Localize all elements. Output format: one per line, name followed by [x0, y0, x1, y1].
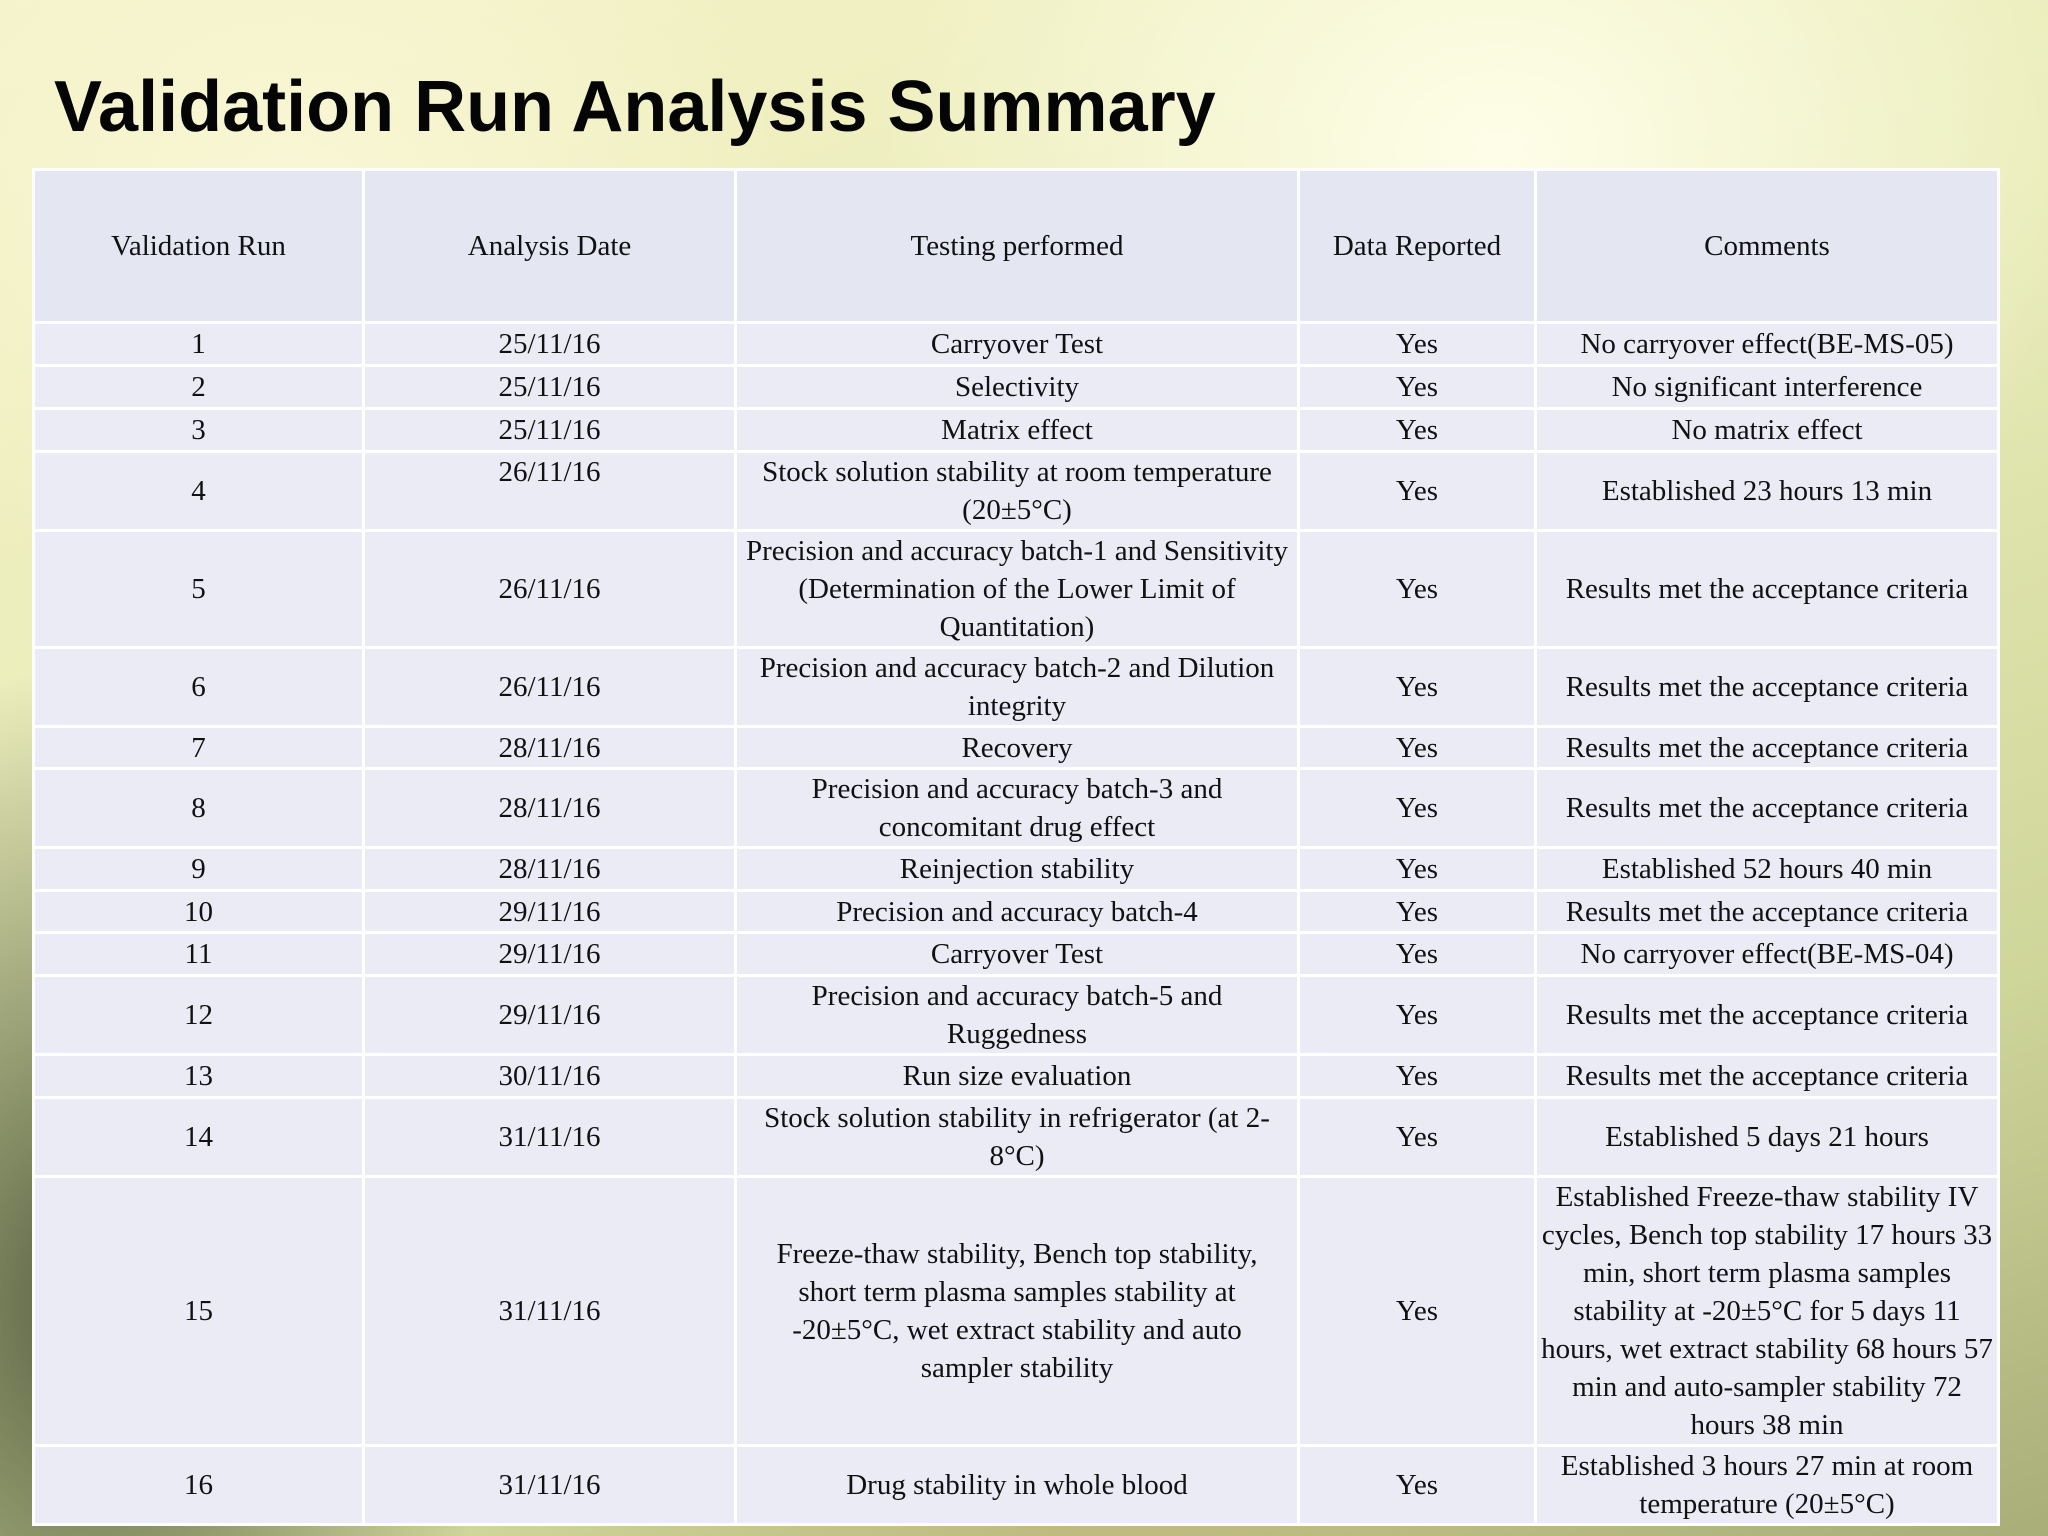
cell-comments: Results met the acceptance criteria — [1536, 891, 1999, 933]
cell-date: 31/11/16 — [364, 1177, 736, 1446]
cell-comments: Established 5 days 21 hours — [1536, 1098, 1999, 1177]
header-data-reported: Data Reported — [1299, 170, 1536, 323]
cell-run: 10 — [34, 891, 364, 933]
cell-date: 31/11/16 — [364, 1098, 736, 1177]
cell-data-reported: Yes — [1299, 531, 1536, 648]
cell-comments: Results met the acceptance criteria — [1536, 727, 1999, 769]
header-comments: Comments — [1536, 170, 1999, 323]
cell-date: 30/11/16 — [364, 1055, 736, 1098]
cell-date: 26/11/16 — [364, 648, 736, 727]
cell-testing: Stock solution stability at room temperature (20±5°C) — [736, 452, 1299, 531]
cell-comments: Results met the acceptance criteria — [1536, 531, 1999, 648]
cell-run: 16 — [34, 1446, 364, 1525]
cell-run: 3 — [34, 409, 364, 452]
cell-testing: Matrix effect — [736, 409, 1299, 452]
cell-testing: Precision and accuracy batch-5 and Ruggedness — [736, 976, 1299, 1055]
cell-comments: No carryover effect(BE-MS-05) — [1536, 323, 1999, 366]
cell-date: 26/11/16 — [364, 452, 736, 531]
cell-data-reported: Yes — [1299, 1446, 1536, 1525]
cell-comments: Established Freeze-thaw stability IV cycles, Bench top stability 17 hours 33 min, short term plasma samples stability at -20±5°C for 5 days 11 hours, wet extract stability 68 hours 57 min and auto-sampler stability 72 hours 38 min — [1536, 1177, 1999, 1446]
cell-run: 1 — [34, 323, 364, 366]
cell-comments: No carryover effect(BE-MS-04) — [1536, 933, 1999, 976]
validation-run-table — [32, 168, 2000, 1526]
cell-date: 25/11/16 — [364, 323, 736, 366]
cell-run: 5 — [34, 531, 364, 648]
table-row — [34, 1177, 1999, 1446]
cell-data-reported: Yes — [1299, 976, 1536, 1055]
table-row — [34, 976, 1999, 1055]
cell-run: 4 — [34, 452, 364, 531]
cell-date: 28/11/16 — [364, 769, 736, 848]
cell-testing: Reinjection stability — [736, 848, 1299, 891]
validation-run-table-container — [32, 168, 1997, 1520]
cell-comments: No significant interference — [1536, 366, 1999, 409]
cell-comments: Established 3 hours 27 min at room temperature (20±5°C) — [1536, 1446, 1999, 1525]
table-row — [34, 891, 1999, 933]
table-row — [34, 769, 1999, 848]
cell-testing: Precision and accuracy batch-4 — [736, 891, 1299, 933]
cell-data-reported: Yes — [1299, 1098, 1536, 1177]
table-row — [34, 1055, 1999, 1098]
cell-date: 26/11/16 — [364, 531, 736, 648]
header-validation-run: Validation Run — [34, 170, 364, 323]
table-row — [34, 848, 1999, 891]
cell-data-reported: Yes — [1299, 409, 1536, 452]
cell-data-reported: Yes — [1299, 323, 1536, 366]
table-row — [34, 409, 1999, 452]
table-row — [34, 323, 1999, 366]
cell-comments: Results met the acceptance criteria — [1536, 648, 1999, 727]
cell-run: 14 — [34, 1098, 364, 1177]
cell-date: 31/11/16 — [364, 1446, 736, 1525]
cell-comments: Results met the acceptance criteria — [1536, 976, 1999, 1055]
cell-testing: Carryover Test — [736, 323, 1299, 366]
cell-run: 15 — [34, 1177, 364, 1446]
cell-testing: Precision and accuracy batch-1 and Sensitivity (Determination of the Lower Limit of Quantitation) — [736, 531, 1299, 648]
cell-testing: Recovery — [736, 727, 1299, 769]
cell-run: 7 — [34, 727, 364, 769]
cell-run: 6 — [34, 648, 364, 727]
cell-data-reported: Yes — [1299, 891, 1536, 933]
table-row — [34, 727, 1999, 769]
header-testing-performed: Testing performed — [736, 170, 1299, 323]
cell-data-reported: Yes — [1299, 1177, 1536, 1446]
table-row — [34, 531, 1999, 648]
cell-data-reported: Yes — [1299, 648, 1536, 727]
table-header-row — [34, 170, 1999, 323]
cell-data-reported: Yes — [1299, 452, 1536, 531]
header-analysis-date: Analysis Date — [364, 170, 736, 323]
cell-run: 2 — [34, 366, 364, 409]
cell-testing: Precision and accuracy batch-3 and concomitant drug effect — [736, 769, 1299, 848]
page-title: Validation Run Analysis Summary — [54, 67, 1216, 147]
cell-testing: Drug stability in whole blood — [736, 1446, 1299, 1525]
table-row — [34, 366, 1999, 409]
cell-testing: Carryover Test — [736, 933, 1299, 976]
cell-run: 9 — [34, 848, 364, 891]
cell-data-reported: Yes — [1299, 366, 1536, 409]
cell-data-reported: Yes — [1299, 769, 1536, 848]
cell-data-reported: Yes — [1299, 727, 1536, 769]
cell-data-reported: Yes — [1299, 848, 1536, 891]
cell-testing: Selectivity — [736, 366, 1299, 409]
cell-run: 8 — [34, 769, 364, 848]
cell-comments: Results met the acceptance criteria — [1536, 769, 1999, 848]
cell-data-reported: Yes — [1299, 1055, 1536, 1098]
cell-date: 25/11/16 — [364, 409, 736, 452]
table-row — [34, 452, 1999, 531]
cell-date: 28/11/16 — [364, 848, 736, 891]
cell-date: 29/11/16 — [364, 891, 736, 933]
cell-run: 13 — [34, 1055, 364, 1098]
cell-testing: Freeze-thaw stability, Bench top stability, short term plasma samples stability at -20±5°C, wet extract stability and auto sampler stability — [736, 1177, 1299, 1446]
cell-date: 25/11/16 — [364, 366, 736, 409]
cell-run: 12 — [34, 976, 364, 1055]
table-row — [34, 1446, 1999, 1525]
cell-testing: Stock solution stability in refrigerator (at 2-8°C) — [736, 1098, 1299, 1177]
cell-comments: Established 52 hours 40 min — [1536, 848, 1999, 891]
cell-comments: Results met the acceptance criteria — [1536, 1055, 1999, 1098]
cell-data-reported: Yes — [1299, 933, 1536, 976]
cell-date: 29/11/16 — [364, 933, 736, 976]
cell-date: 28/11/16 — [364, 727, 736, 769]
table-row — [34, 933, 1999, 976]
cell-testing: Run size evaluation — [736, 1055, 1299, 1098]
cell-date: 29/11/16 — [364, 976, 736, 1055]
cell-comments: No matrix effect — [1536, 409, 1999, 452]
cell-run: 11 — [34, 933, 364, 976]
cell-comments: Established 23 hours 13 min — [1536, 452, 1999, 531]
table-row — [34, 648, 1999, 727]
cell-testing: Precision and accuracy batch-2 and Dilution integrity — [736, 648, 1299, 727]
table-row — [34, 1098, 1999, 1177]
